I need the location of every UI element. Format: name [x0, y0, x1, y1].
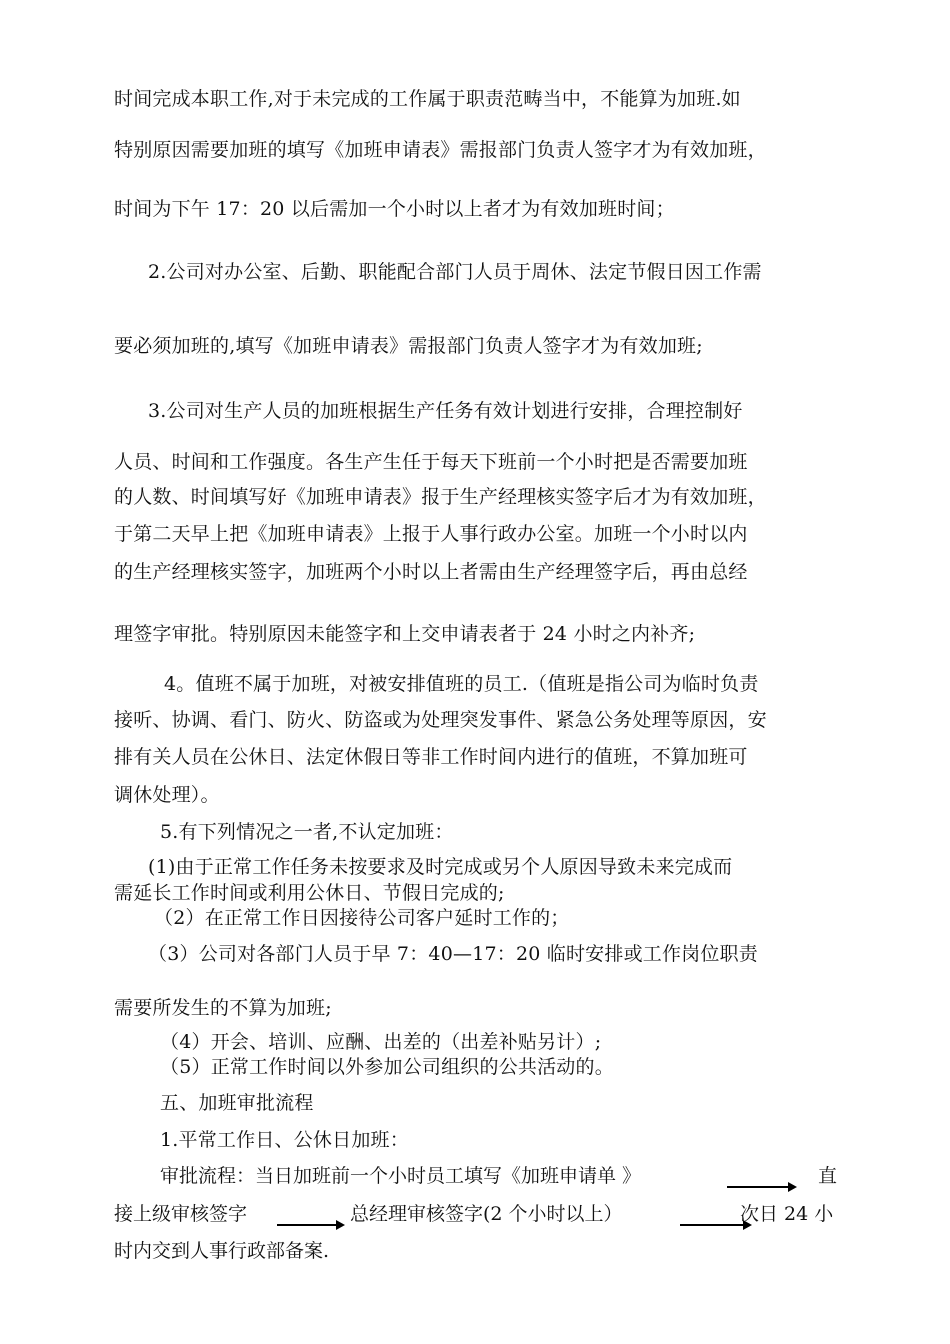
text-line: 1.平常工作日、公休日加班：: [160, 1129, 409, 1151]
text-line: 需要所发生的不算为加班;: [114, 997, 332, 1019]
text-line: 特别原因需要加班的填写《加班申请表》需报部门负责人签字才为有效加班，: [114, 139, 767, 161]
text-line: （2）在正常工作日因接待公司客户延时工作的；: [154, 907, 570, 929]
text-line: 理签字审批。特别原因未能签字和上交申请表者于 24 小时之内补齐;: [114, 623, 696, 645]
flow-step-gm: 总经理审核签字(2 个小时以上）: [350, 1203, 623, 1225]
text-line: 的人数、时间填写好《加班申请表》报于生产经理核实签字后才为有效加班，: [114, 486, 767, 508]
flow-step-hr: 次日 24 小: [740, 1203, 834, 1225]
text-line: 需延长工作时间或利用公休日、节假日完成的;: [114, 882, 505, 904]
flow-arrow-icon: [277, 1224, 343, 1226]
text-line: 的生产经理核实签字，加班两个小时以上者需由生产经理签字后，再由总经: [114, 561, 748, 583]
text-line: 3.公司对生产人员的加班根据生产任务有效计划进行安排，合理控制好: [148, 400, 743, 422]
flow-step-apply: 审批流程：当日加班前一个小时员工填写《加班申请单 》: [160, 1165, 642, 1187]
text-line: （4）开会、培训、应酬、出差的（出差补贴另计）;: [160, 1031, 602, 1053]
flow-step-hr-cont: 时内交到人事行政部备案.: [114, 1240, 330, 1262]
text-line: 4。值班不属于加班，对被安排值班的员工.（值班是指公司为临时负责: [164, 673, 759, 695]
text-line: 5.有下列情况之一者,不认定加班：: [160, 821, 454, 843]
flow-step-supervisor: 接上级审核签字: [114, 1203, 248, 1225]
text-line: 时间完成本职工作,对于未完成的工作属于职责范畴当中，不能算为加班.如: [114, 88, 741, 110]
text-line: 调休处理）。: [114, 784, 220, 806]
text-line: 人员、时间和工作强度。各生产生任于每天下班前一个小时把是否需要加班: [114, 451, 748, 473]
text-line: (1)由于正常工作任务未按要求及时完成或另个人原因导致未来完成而: [148, 856, 733, 878]
text-line: 2.公司对办公室、后勤、职能配合部门人员于周休、法定节假日因工作需: [148, 261, 762, 283]
flow-arrow-icon: [727, 1186, 795, 1188]
flow-line-end: 直: [818, 1165, 838, 1187]
text-line: （5）正常工作时间以外参加公司组织的公共活动的。: [160, 1056, 614, 1078]
text-line: 于第二天早上把《加班申请表》上报于人事行政办公室。加班一个小时以内: [114, 523, 748, 545]
text-line: 排有关人员在公休日、法定休假日等非工作时间内进行的值班，不算加班可: [114, 746, 748, 768]
text-line: 时间为下午 17：20 以后需加一个小时以上者才为有效加班时间；: [114, 198, 675, 220]
text-line: （3）公司对各部门人员于早 7：40—17：20 临时安排或工作岗位职责: [148, 943, 758, 965]
section-heading: 五、加班审批流程: [160, 1092, 314, 1114]
text-line: 接听、协调、看门、防火、防盗或为处理突发事件、紧急公务处理等原因，安: [114, 709, 767, 731]
text-line: 要必须加班的,填写《加班申请表》需报部门负责人签字才为有效加班;: [114, 335, 703, 357]
